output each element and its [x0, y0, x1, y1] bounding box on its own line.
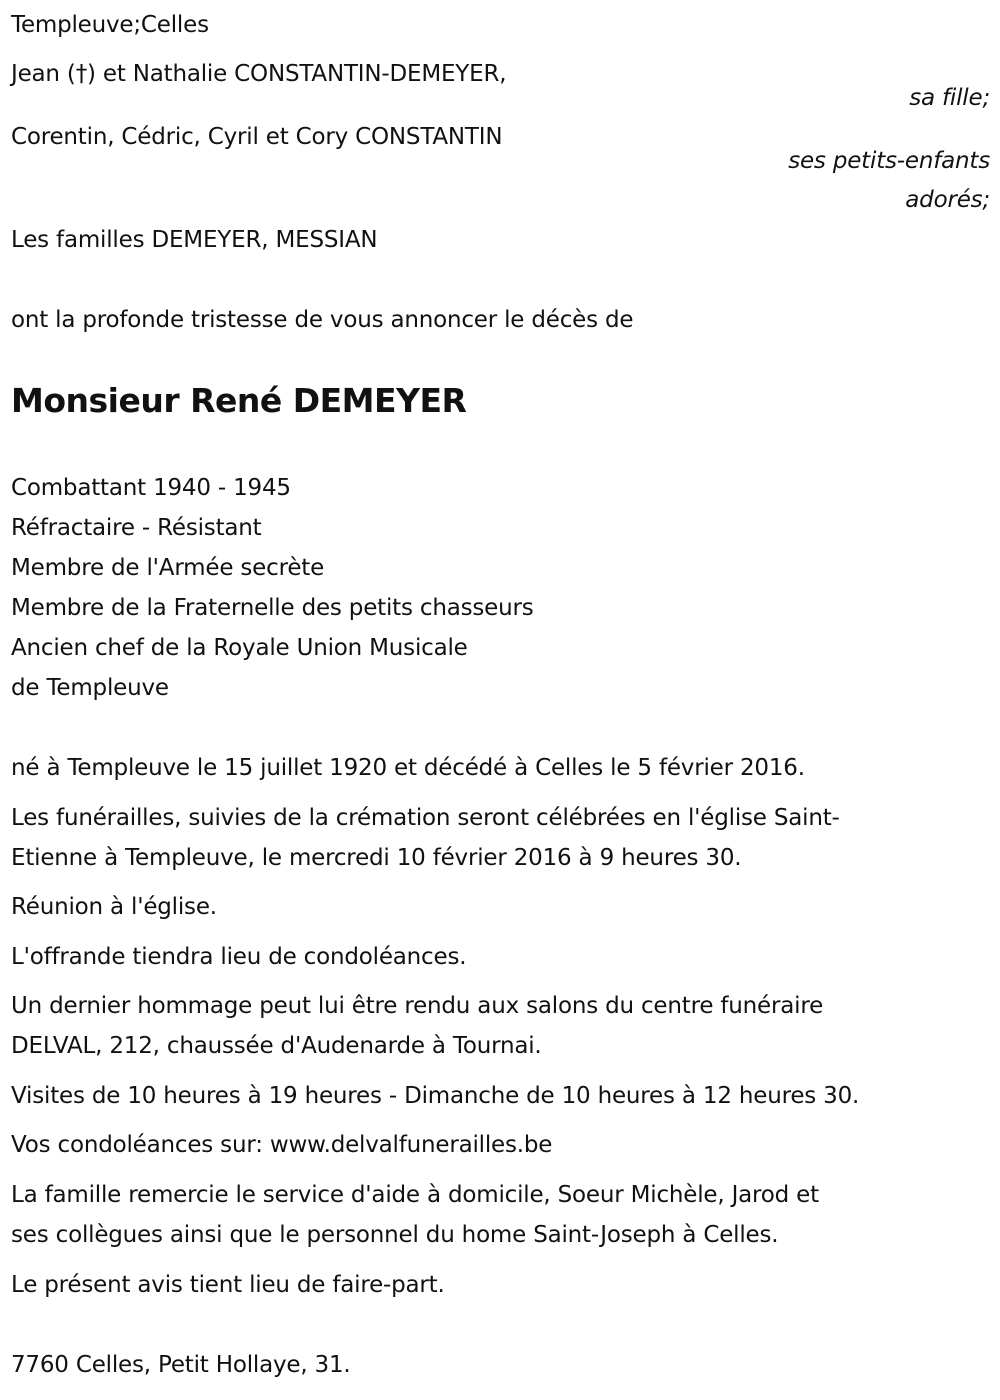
- title-item: de Templeuve: [11, 675, 169, 701]
- location-header: Templeuve;Celles: [11, 12, 209, 38]
- grandchildren-line: Corentin, Cédric, Cyril et Cory CONSTANTIN: [11, 124, 503, 150]
- meeting-info: Réunion à l'église.: [11, 894, 217, 920]
- announcement-text: ont la profonde tristesse de vous annoncer le décès de: [11, 307, 634, 333]
- thanks-text: La famille remercie le service d'aide à domicile, Soeur Michèle, Jarod et: [11, 1182, 819, 1208]
- condolences-label: Vos condoléances sur:: [11, 1132, 270, 1158]
- condolences-link[interactable]: www.delvalfunerailles.be: [269, 1132, 553, 1158]
- family-address: 7760 Celles, Petit Hollaye, 31.: [11, 1352, 351, 1378]
- tribute-info-cont: DELVAL, 212, chaussée d'Audenarde à Tournai.: [11, 1033, 542, 1059]
- funeral-info: Les funérailles, suivies de la crémation seront célébrées en l'église Saint-: [11, 805, 840, 831]
- title-item: Membre de la Fraternelle des petits chasseurs: [11, 595, 534, 621]
- grandchildren-role: ses petits-enfants: [788, 148, 990, 174]
- grandchildren-role-cont: adorés;: [905, 187, 990, 213]
- title-item: Réfractaire - Résistant: [11, 515, 262, 541]
- birth-death-dates: né à Templeuve le 15 juillet 1920 et décédé à Celles le 5 février 2016.: [11, 755, 805, 781]
- deceased-name: Monsieur René DEMEYER: [11, 381, 467, 420]
- daughter-role: sa fille;: [909, 85, 990, 111]
- daughter-line: Jean (†) et Nathalie CONSTANTIN-DEMEYER,: [11, 61, 507, 87]
- funeral-info-cont: Etienne à Templeuve, le mercredi 10 février 2016 à 9 heures 30.: [11, 845, 742, 871]
- tribute-info: Un dernier hommage peut lui être rendu aux salons du centre funéraire: [11, 993, 824, 1019]
- families-line: Les familles DEMEYER, MESSIAN: [11, 227, 378, 253]
- visiting-hours: Visites de 10 heures à 19 heures - Dimanche de 10 heures à 12 heures 30.: [11, 1083, 860, 1109]
- offering-info: L'offrande tiendra lieu de condoléances.: [11, 944, 467, 970]
- notice-text: Le présent avis tient lieu de faire-part.: [11, 1272, 445, 1298]
- thanks-text-cont: ses collègues ainsi que le personnel du home Saint-Joseph à Celles.: [11, 1222, 779, 1248]
- title-item: Ancien chef de la Royale Union Musicale: [11, 635, 468, 661]
- title-item: Combattant 1940 - 1945: [11, 475, 291, 501]
- title-item: Membre de l'Armée secrète: [11, 555, 325, 581]
- condolences-line: [11, 1130, 552, 1160]
